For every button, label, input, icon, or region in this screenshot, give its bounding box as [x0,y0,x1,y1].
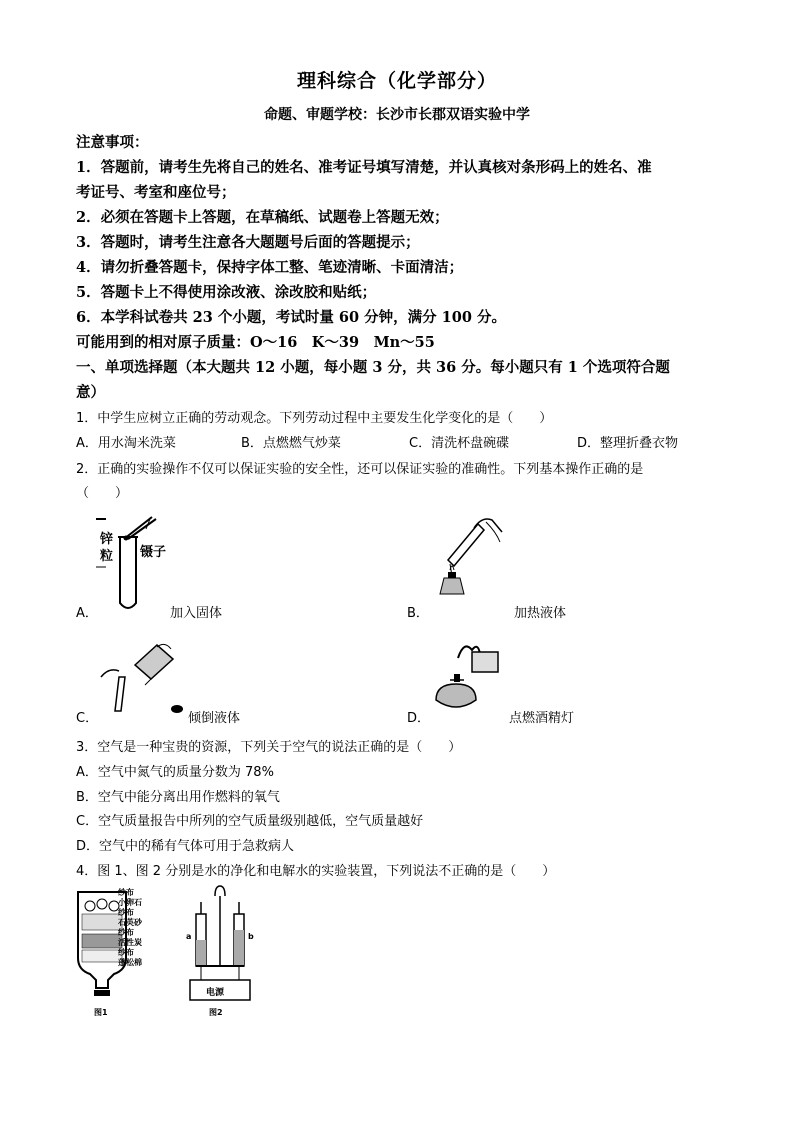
q2-option-b-letter: B． [407,606,429,621]
q2-option-d-letter: D． [407,711,431,726]
q1-option-a: A．用水淘米洗菜 [76,436,176,451]
filter-layer-labels [118,888,142,968]
note-item: 6．本学科试卷共 23 个小题，考试时量 60 分钟，满分 100 分。 [76,309,506,326]
filter-layer: 纱布 [118,928,134,937]
label-a: a [186,932,192,941]
filter-layer: 蓬松棉 [118,958,142,967]
question-1-stem: 1．中学生应树立正确的劳动观念。下列劳动过程中主要发生化学变化的是（ ） [76,411,553,426]
label-b: b [248,932,254,941]
q3-option-c: C．空气质量报告中所列的空气质量级别越低，空气质量越好 [76,814,424,829]
question-3-stem: 3．空气是一种宝贵的资源，下列关于空气的说法正确的是（ ） [76,740,462,755]
figure-2-caption: 图2 [209,1008,223,1017]
figure-heat-liquid [430,510,510,610]
section-heading: 一、单项选择题（本大题共 12 小题，每小题 3 分，共 36 分。每小题只有 1 个选项符合题 [76,359,670,376]
figure-light-lamp [428,640,508,720]
filter-layer: 纱布 [118,948,134,957]
q2-option-d-caption: 点燃酒精灯 [509,711,575,726]
q3-option-b: B．空气中能分离出用作燃料的氧气 [76,790,280,805]
notes-heading: 注意事项： [76,134,149,151]
filter-layer: 纱布 [118,908,134,917]
question-2-stem: 2．正确的实验操作不仅可以保证实验的安全性，还可以保证实验的准确性。下列基本操作正确的是 [76,462,644,477]
q2-option-c-letter: C． [76,711,99,726]
q1-option-b: B．点燃燃气炒菜 [241,436,341,451]
section-heading-cont: 意） [76,384,105,401]
note-item: 4．请勿折叠答题卡，保持字体工整、笔迹清晰、卡面清洁； [76,259,464,276]
page-title: 理科综合（化学部分） [296,70,497,92]
q2-option-c-caption: 倾倒液体 [188,711,241,726]
note-item: 2．必须在答题卡上答题，在草稿纸、试题卷上答题无效； [76,209,449,226]
q2-option-a-letter: A． [76,606,98,621]
note-item: 考证号、考室和座位号； [76,184,236,201]
zinc-label: 锌 [100,532,114,547]
filter-layer: 小卵石 [118,898,142,907]
zinc-label-2: 粒 [100,549,114,564]
filter-layer: 活性炭 [118,938,142,947]
figure-1-caption: 图1 [94,1008,108,1017]
note-item: 1．答题前，请考生先将自己的姓名、准考证号填写清楚，并认真核对条形码上的姓名、准 [76,159,652,176]
question-2-stem-cont: （ ） [76,486,129,501]
q1-option-d: D．整理折叠衣物 [577,436,679,451]
figure-pour-liquid [95,637,190,717]
q3-option-d: D．空气中的稀有气体可用于急救病人 [76,839,295,854]
question-4-stem: 4．图 1、图 2 分别是水的净化和电解水的实验装置，下列说法不正确的是（ ） [76,864,556,879]
note-item: 3．答题时，请考生注意各大题题号后面的答题提示； [76,234,420,251]
tweezers-label: 镊子 [140,545,167,560]
q3-option-a: A．空气中氮气的质量分数为 78% [76,765,274,780]
filter-layer: 石英砂 [118,918,142,927]
power-supply-label: 电源 [206,988,225,998]
page-subtitle: 命题、审题学校：长沙市长郡双语实验中学 [264,107,530,123]
atomic-mass-line: 可能用到的相对原子质量：O～16 K～39 Mn～55 [76,334,435,351]
note-item: 5．答题卡上不得使用涂改液、涂改胶和贴纸； [76,284,377,301]
q1-option-c: C．清洗杯盘碗碟 [409,436,510,451]
q2-option-b-caption: 加热液体 [514,606,567,621]
q2-option-a-caption: 加入固体 [170,606,223,621]
filter-layer: 纱布 [118,888,134,897]
